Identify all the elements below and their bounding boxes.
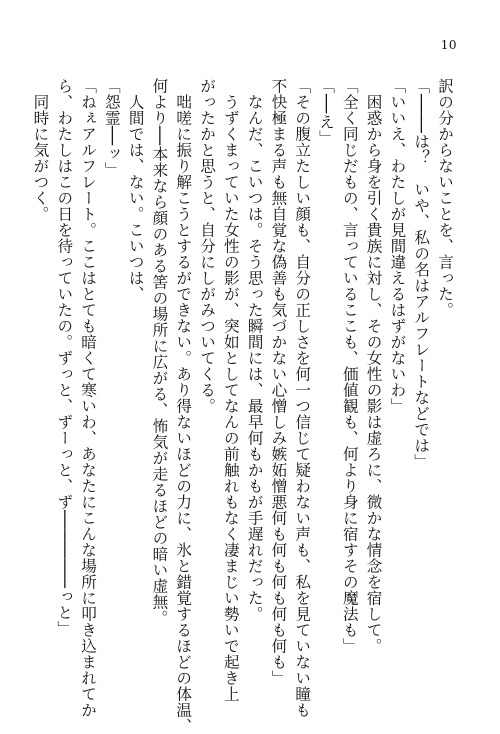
text-line: 不快極まる声も無自覚な偽善も気づかない心憎しみ嫉妬憎悪何も何も何も何も何も」 bbox=[269, 78, 288, 686]
text-line: 何より──本来なら顔のある筈の場所に広がる、怖気が走るほどの暗い虚無。 bbox=[150, 78, 169, 626]
text-line: がったかと思うと、自分にしがみついてくる。 bbox=[198, 78, 217, 414]
text-line: 「ねぇアルフレート。ここはとても暗くて寒いわ、あなたにこんな場所に叩き込まれてか bbox=[79, 78, 98, 718]
text-line: 人間では、ない。こいつは、 bbox=[126, 78, 145, 302]
text-line: 「怨霊──ッ」 bbox=[102, 78, 121, 178]
text-line: 「──え」 bbox=[317, 78, 336, 146]
page-number: 10 bbox=[440, 38, 457, 52]
text-line: 「いいえ、わたしが見間違えるはずがないわ」 bbox=[388, 78, 407, 414]
text-line: 訳の分からないことを、言った。 bbox=[436, 78, 454, 318]
text-line: うずくまっていた女性の影が、突如としてなんの前触れもなく凄まじい勢いで起き上 bbox=[221, 78, 240, 702]
text-line: なんだ、こいつは。そう思った瞬間には、最早何もかもが手遅れだった。 bbox=[245, 78, 264, 622]
text-line: ら、わたしはこの日を待っていたの。ずっと、ずーっと、ず────────っと」 bbox=[55, 78, 74, 637]
body-text bbox=[31, 78, 456, 734]
text-line: 咄嗟に振り解こうとするができない。あり得ないほどの力に、氷と錯覚するほどの体温、 bbox=[174, 78, 193, 734]
text-line: 「全く同じだもの、言っているここも、価値観も、何より身に宿すその魔法も」 bbox=[340, 78, 359, 654]
text-line: 同時に気がつく。 bbox=[31, 78, 50, 222]
text-line: 困惑から身を引く貴族に対し、その女性の影は虚ろに、微かな情念を宿して。 bbox=[364, 78, 383, 654]
text-line: 「その腹立たしい顔も、自分の正しさを何一つ信じて疑わない声も、私を見ていない瞳も bbox=[293, 78, 312, 718]
text-line: 「────は？ いや、私の名はアルフレートなどでは」 bbox=[412, 78, 431, 470]
